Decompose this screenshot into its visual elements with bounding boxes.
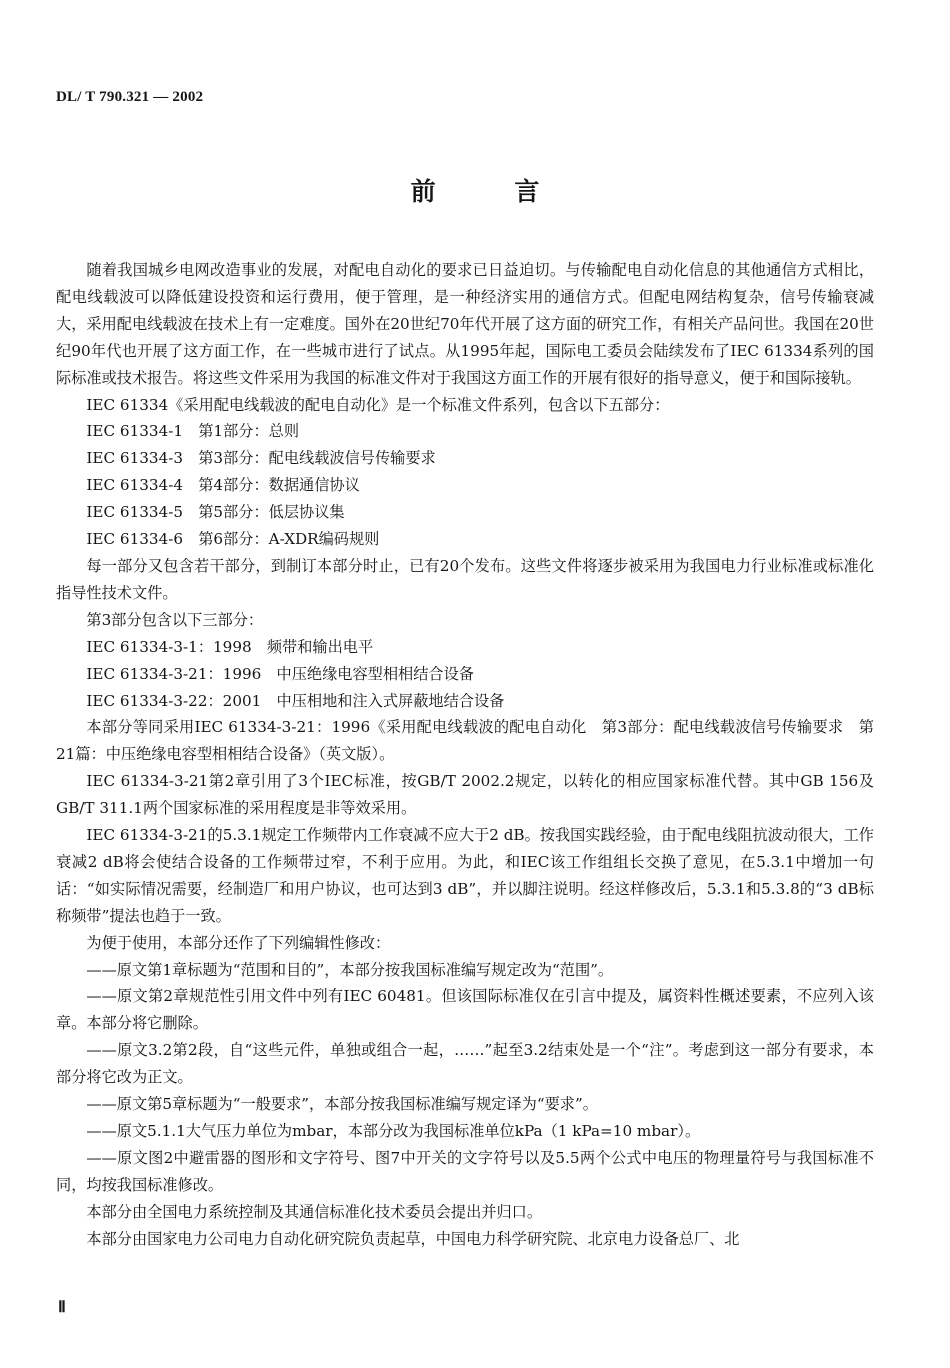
series-list-item: IEC 61334-4 第4部分：数据通信协议 (86, 476, 360, 495)
editorial-change-item: ——原文图2中避雷器的图形和文字符号、图7中开关的文字符号以及5.5两个公式中电压的物理量符号与我国标准不同，均按我国标准修改。 (56, 1148, 874, 1194)
subparts-paragraph: 每一部分又包含若干部分，到制订本部分时止，已有20个发布。这些文件将逐步被采用为我国电力行业标准或标准化指导性技术文件。 (56, 556, 874, 602)
proposer-paragraph: 本部分由全国电力系统控制及其通信标准化技术委员会提出并归口。 (86, 1202, 543, 1221)
editorial-change-item: ——原文第5章标题为“一般要求”，本部分按我国标准编写规定译为“要求”。 (86, 1095, 598, 1114)
attenuation-paragraph: IEC 61334-3-21的5.3.1规定工作频带内工作衰减不应大于2 dB。按我国实践经验，由于配电线阻抗波动很大，工作衰减2 dB将会使结合设备的工作频带过窄，不利于应用。为此，和IEC该工作组组长交换了意见，在5.3.1中增加一句话：“如实际情况需要，经制造厂和用户协议，也可达到3 dB”，并以脚注说明。经这样修改后，5.3.1和5.3.8的“3 dB标称频带”提法也趋于一致。 (56, 826, 874, 925)
series-intro-paragraph: IEC 61334《采用配电线载波的配电自动化》是一个标准文件系列，包含以下五部分： (86, 395, 670, 414)
drafter-paragraph: 本部分由国家电力公司电力自动化研究院负责起草，中国电力科学研究院、北京电力设备总厂、北 (86, 1229, 740, 1248)
part3-intro-paragraph: 第3部分包含以下三部分： (86, 610, 264, 629)
editorial-change-item: ——原文5.1.1大气压力单位为mbar，本部分改为我国标准单位kPa（1 kPa=10 mbar）。 (86, 1122, 701, 1140)
series-list-item: IEC 61334-3 第3部分：配电线载波信号传输要求 (86, 449, 436, 468)
part3-list-item: IEC 61334-3-1：1998 频带和输出电平 (86, 637, 374, 656)
standard-code: DL/ T 790.321 — 2002 (56, 89, 204, 105)
editorial-change-item: ——原文第1章标题为“范围和目的”，本部分按我国标准编写规定改为“范围”。 (86, 960, 614, 979)
series-list-item: IEC 61334-6 第6部分：A-XDR编码规则 (86, 530, 380, 549)
part3-list-item: IEC 61334-3-22：2001 中压相地和注入式屏蔽地结合设备 (86, 691, 505, 710)
series-list-item: IEC 61334-1 第1部分：总则 (86, 422, 300, 441)
editorial-change-item: ——原文第2章规范性引用文件中列有IEC 60481。但该国际标准仅在引言中提及，属资料性概述要素，不应列入该章。本部分将它删除。 (56, 987, 874, 1033)
page-number: Ⅱ (58, 1299, 66, 1316)
references-paragraph: IEC 61334-3-21第2章引用了3个IEC标准，按GB/T 2002.2规定，以转化的相应国家标准代替。其中GB 156及GB/T 311.1两个国家标准的采用程度是非等效采用。 (56, 772, 874, 818)
adoption-paragraph: 本部分等同采用IEC 61334-3-21：1996《采用配电线载波的配电自动化 第3部分：配电线载波信号传输要求 第21篇：中压绝缘电容型相相结合设备》（英文版）。 (56, 718, 874, 764)
page-title: 前 言 (410, 177, 540, 206)
editorial-intro-paragraph: 为便于使用，本部分还作了下列编辑性修改： (86, 933, 391, 952)
editorial-change-item: ——原文3.2第2段，自“这些元件，单独或组合一起，……”起至3.2结束处是一个“注”。考虑到这一部分有要求，本部分将它改为正文。 (56, 1041, 874, 1087)
intro-paragraph: 随着我国城乡电网改造事业的发展，对配电自动化的要求已日益迫切。与传输配电自动化信息的其他通信方式相比，配电线载波可以降低建设投资和运行费用，便于管理，是一种经济实用的通信方式。但配电网结构复杂，信号传输衰减大，采用配电线载波在技术上有一定难度。国外在20世纪70年代开展了这方面的研究工作，有相关产品问世。我国在20世纪90年代也开展了这方面工作，在一些城市进行了试点。从1995年起，国际电工委员会陆续发布了IEC 61334系列的国际标准或技术报告。将这些文件采用为我国的标准文件对于我国这方面工作的开展有很好的指导意义，便于和国际接轨。 (56, 261, 874, 387)
series-list-item: IEC 61334-5 第5部分：低层协议集 (86, 503, 345, 522)
document-body (56, 257, 874, 1253)
part3-list-item: IEC 61334-3-21：1996 中压绝缘电容型相相结合设备 (86, 664, 474, 683)
